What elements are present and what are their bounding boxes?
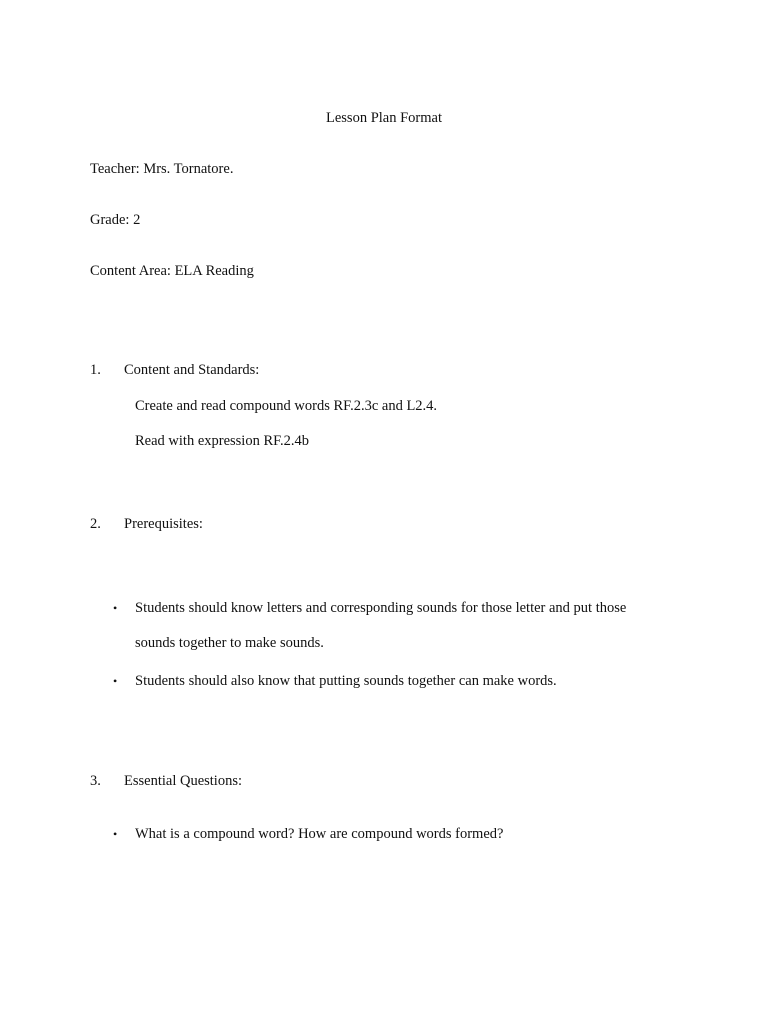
section-1-title: Content and Standards:	[124, 362, 260, 378]
standard-line: Create and read compound words RF.2.3c and L2.4.	[135, 398, 438, 414]
grade-line: Grade: 2	[90, 212, 141, 228]
content-area-line: Content Area: ELA Reading	[90, 263, 254, 279]
section-1-number: 1.	[90, 362, 101, 378]
section-3-number: 3.	[90, 773, 101, 789]
essential-question-item: What is a compound word? How are compound words formed?	[135, 826, 504, 842]
section-2-title: Prerequisites:	[124, 516, 203, 532]
prerequisite-item-continuation: sounds together to make sounds.	[135, 635, 324, 651]
bullet-icon: •	[113, 827, 118, 841]
section-2-number: 2.	[90, 516, 101, 532]
document-title: Lesson Plan Format	[326, 110, 442, 126]
bullet-icon: •	[113, 674, 118, 688]
section-3-title: Essential Questions:	[124, 773, 243, 789]
standard-line: Read with expression RF.2.4b	[135, 433, 310, 449]
bullet-icon: •	[113, 601, 118, 615]
prerequisite-item: Students should also know that putting sounds together can make words.	[135, 673, 557, 689]
teacher-line: Teacher: Mrs. Tornatore.	[90, 161, 234, 177]
prerequisite-item: Students should know letters and corresponding sounds for those letter and put those	[135, 600, 627, 616]
